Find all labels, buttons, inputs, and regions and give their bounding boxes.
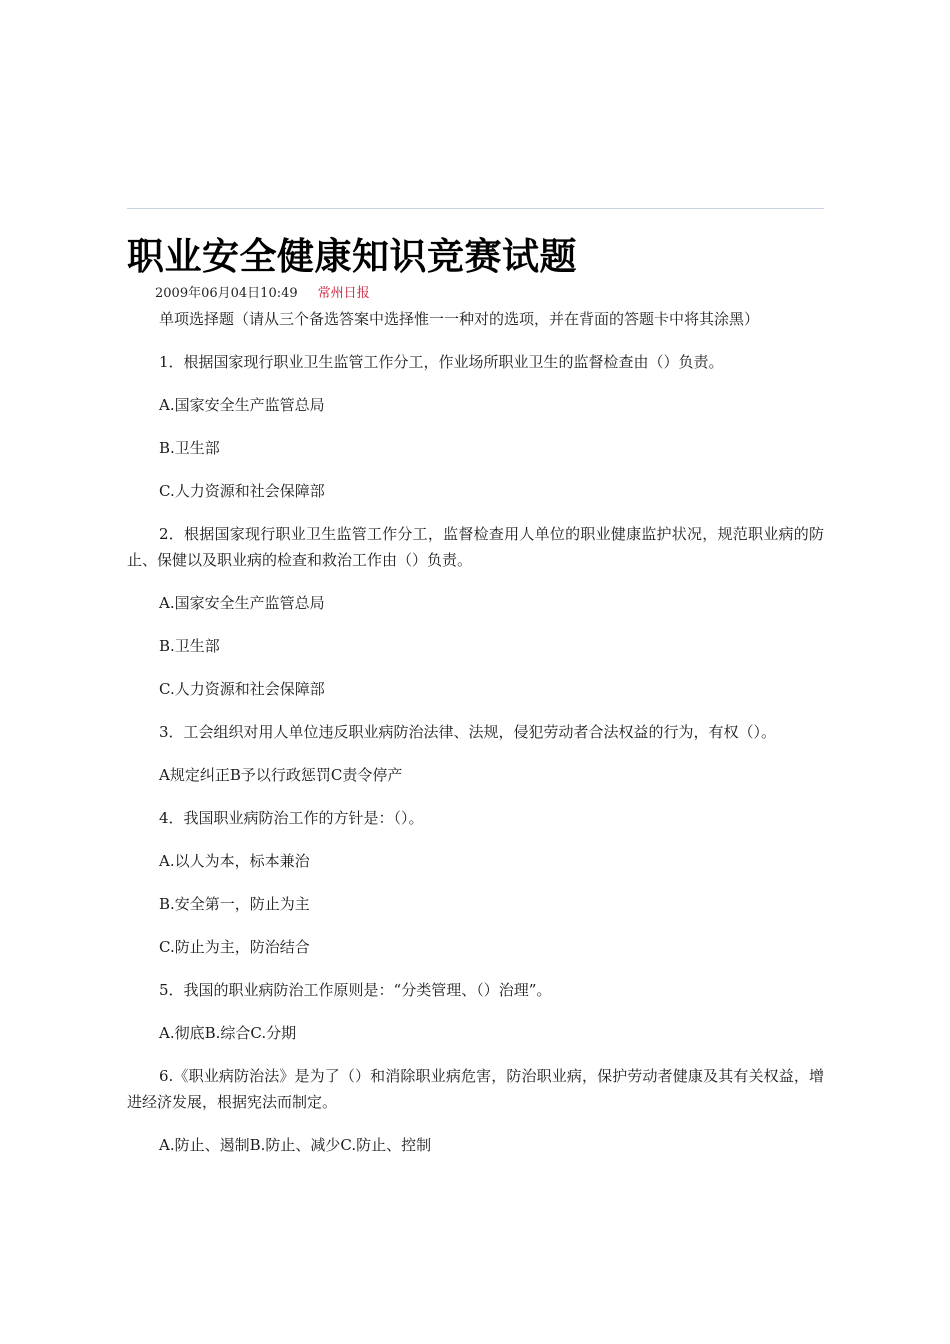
instructions-paragraph: 单项选择题（请从三个备选答案中选择惟一一种对的选项，并在背面的答题卡中将其涂黑） <box>159 310 760 328</box>
option-1a: A.国家安全生产监管总局 <box>159 396 325 414</box>
question-3: 3．工会组织对用人单位违反职业病防治法律、法规，侵犯劳动者合法权益的行为，有权（）。 <box>159 723 777 741</box>
question-2: 2．根据国家现行职业卫生监管工作分工，监督检查用人单位的职业健康监护状况，规范职业病的防止、保健以及职业病的检查和救治工作由（）负责。 <box>127 525 824 569</box>
source-link[interactable]: 常州日报 <box>317 286 370 301</box>
option-2c: C.人力资源和社会保障部 <box>159 680 325 698</box>
option-1c: C.人力资源和社会保障部 <box>159 482 325 500</box>
article-meta <box>155 285 370 303</box>
option-4c: C.防止为主，防治结合 <box>159 938 310 956</box>
question-4: 4．我国职业病防治工作的方针是：（）。 <box>159 809 424 827</box>
question-6: 6.《职业病防治法》是为了（）和消除职业病危害，防治职业病，保护劳动者健康及其有关权益，增进经济发展，根据宪法而制定。 <box>127 1067 824 1111</box>
options-3: A规定纠正B予以行政惩罚C责令停产 <box>159 766 403 784</box>
option-1b: B.卫生部 <box>159 439 220 457</box>
header-divider <box>127 208 824 209</box>
question-5: 5．我国的职业病防治工作原则是：“分类管理、（）治理”。 <box>159 981 552 999</box>
article-body <box>127 306 824 1175</box>
options-5: A.彻底B.综合C.分期 <box>159 1024 297 1042</box>
option-2a: A.国家安全生产监管总局 <box>159 594 325 612</box>
option-4b: B.安全第一，防止为主 <box>159 895 310 913</box>
publish-date: 2009年06月04日10:49 <box>155 286 298 301</box>
question-1: 1．根据国家现行职业卫生监管工作分工，作业场所职业卫生的监督检查由（）负责。 <box>159 353 724 371</box>
option-2b: B.卫生部 <box>159 637 220 655</box>
options-6: A.防止、遏制B.防止、减少C.防止、控制 <box>159 1136 432 1154</box>
article-title: 职业安全健康知识竞赛试题 <box>127 235 577 278</box>
option-4a: A.以人为本，标本兼治 <box>159 852 310 870</box>
